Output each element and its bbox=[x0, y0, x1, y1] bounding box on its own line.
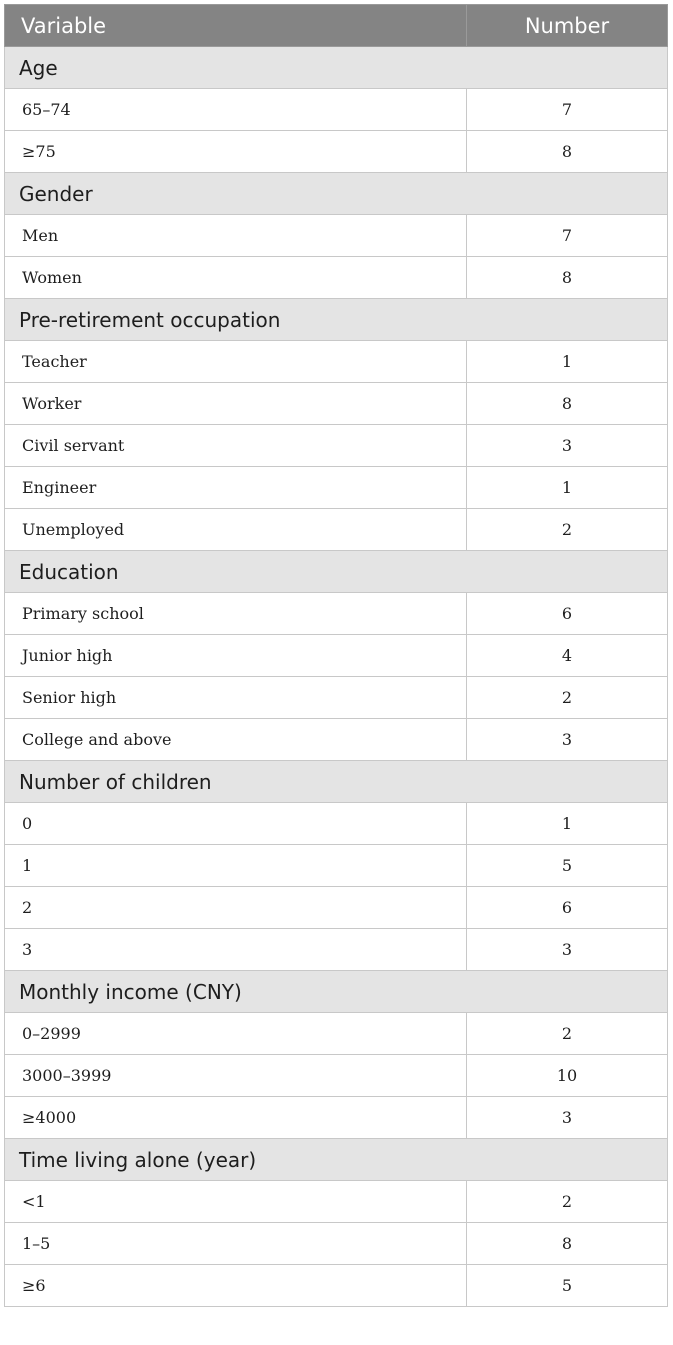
row-label: Unemployed bbox=[5, 509, 467, 551]
section-row bbox=[5, 173, 668, 215]
table-row bbox=[5, 467, 668, 509]
row-value: 7 bbox=[467, 89, 668, 131]
row-label: ≥6 bbox=[5, 1265, 467, 1307]
table-row bbox=[5, 593, 668, 635]
row-label: Civil servant bbox=[5, 425, 467, 467]
section-title: Pre-retirement occupation bbox=[5, 299, 668, 341]
table-row bbox=[5, 887, 668, 929]
table-row bbox=[5, 635, 668, 677]
table-row bbox=[5, 509, 668, 551]
row-value: 6 bbox=[467, 593, 668, 635]
row-label: Engineer bbox=[5, 467, 467, 509]
row-label: 2 bbox=[5, 887, 467, 929]
table-row bbox=[5, 89, 668, 131]
table-row bbox=[5, 677, 668, 719]
row-value: 3 bbox=[467, 929, 668, 971]
table-row bbox=[5, 803, 668, 845]
section-title: Gender bbox=[5, 173, 668, 215]
row-label: 0 bbox=[5, 803, 467, 845]
row-label: <1 bbox=[5, 1181, 467, 1223]
row-label: Junior high bbox=[5, 635, 467, 677]
section-row bbox=[5, 1139, 668, 1181]
row-value: 1 bbox=[467, 467, 668, 509]
section-row bbox=[5, 47, 668, 89]
table-header-row bbox=[5, 5, 668, 47]
table-row bbox=[5, 1223, 668, 1265]
row-value: 6 bbox=[467, 887, 668, 929]
section-title: Monthly income (CNY) bbox=[5, 971, 668, 1013]
table-row bbox=[5, 341, 668, 383]
row-label: 0–2999 bbox=[5, 1013, 467, 1055]
row-label: 3 bbox=[5, 929, 467, 971]
row-value: 8 bbox=[467, 257, 668, 299]
table-body bbox=[5, 47, 668, 1307]
row-value: 7 bbox=[467, 215, 668, 257]
row-value: 1 bbox=[467, 341, 668, 383]
row-label: ≥75 bbox=[5, 131, 467, 173]
table-row bbox=[5, 1055, 668, 1097]
row-value: 1 bbox=[467, 803, 668, 845]
row-value: 2 bbox=[467, 677, 668, 719]
table-row bbox=[5, 719, 668, 761]
section-title: Education bbox=[5, 551, 668, 593]
row-label: 1–5 bbox=[5, 1223, 467, 1265]
table-row bbox=[5, 1097, 668, 1139]
row-value: 2 bbox=[467, 509, 668, 551]
section-row bbox=[5, 761, 668, 803]
row-value: 3 bbox=[467, 425, 668, 467]
row-value: 8 bbox=[467, 131, 668, 173]
row-label: 3000–3999 bbox=[5, 1055, 467, 1097]
row-label: 65–74 bbox=[5, 89, 467, 131]
table-row bbox=[5, 131, 668, 173]
row-value: 8 bbox=[467, 1223, 668, 1265]
table-row bbox=[5, 383, 668, 425]
section-row bbox=[5, 299, 668, 341]
row-value: 5 bbox=[467, 1265, 668, 1307]
table-row bbox=[5, 257, 668, 299]
row-value: 2 bbox=[467, 1013, 668, 1055]
row-label: ≥4000 bbox=[5, 1097, 467, 1139]
row-value: 3 bbox=[467, 719, 668, 761]
section-title: Age bbox=[5, 47, 668, 89]
table-row bbox=[5, 425, 668, 467]
table-row bbox=[5, 1013, 668, 1055]
section-row bbox=[5, 551, 668, 593]
table-row bbox=[5, 845, 668, 887]
row-label: Men bbox=[5, 215, 467, 257]
row-label: 1 bbox=[5, 845, 467, 887]
row-label: College and above bbox=[5, 719, 467, 761]
row-label: Primary school bbox=[5, 593, 467, 635]
row-label: Teacher bbox=[5, 341, 467, 383]
section-title: Number of children bbox=[5, 761, 668, 803]
row-value: 3 bbox=[467, 1097, 668, 1139]
row-value: 10 bbox=[467, 1055, 668, 1097]
row-label: Women bbox=[5, 257, 467, 299]
column-header-number: Number bbox=[467, 5, 668, 47]
row-label: Worker bbox=[5, 383, 467, 425]
table-row bbox=[5, 215, 668, 257]
row-value: 2 bbox=[467, 1181, 668, 1223]
row-label: Senior high bbox=[5, 677, 467, 719]
column-header-variable: Variable bbox=[5, 5, 467, 47]
section-title: Time living alone (year) bbox=[5, 1139, 668, 1181]
row-value: 5 bbox=[467, 845, 668, 887]
row-value: 8 bbox=[467, 383, 668, 425]
table-row bbox=[5, 1265, 668, 1307]
row-value: 4 bbox=[467, 635, 668, 677]
table-row bbox=[5, 1181, 668, 1223]
table-row bbox=[5, 929, 668, 971]
demographics-table bbox=[4, 4, 668, 1307]
section-row bbox=[5, 971, 668, 1013]
